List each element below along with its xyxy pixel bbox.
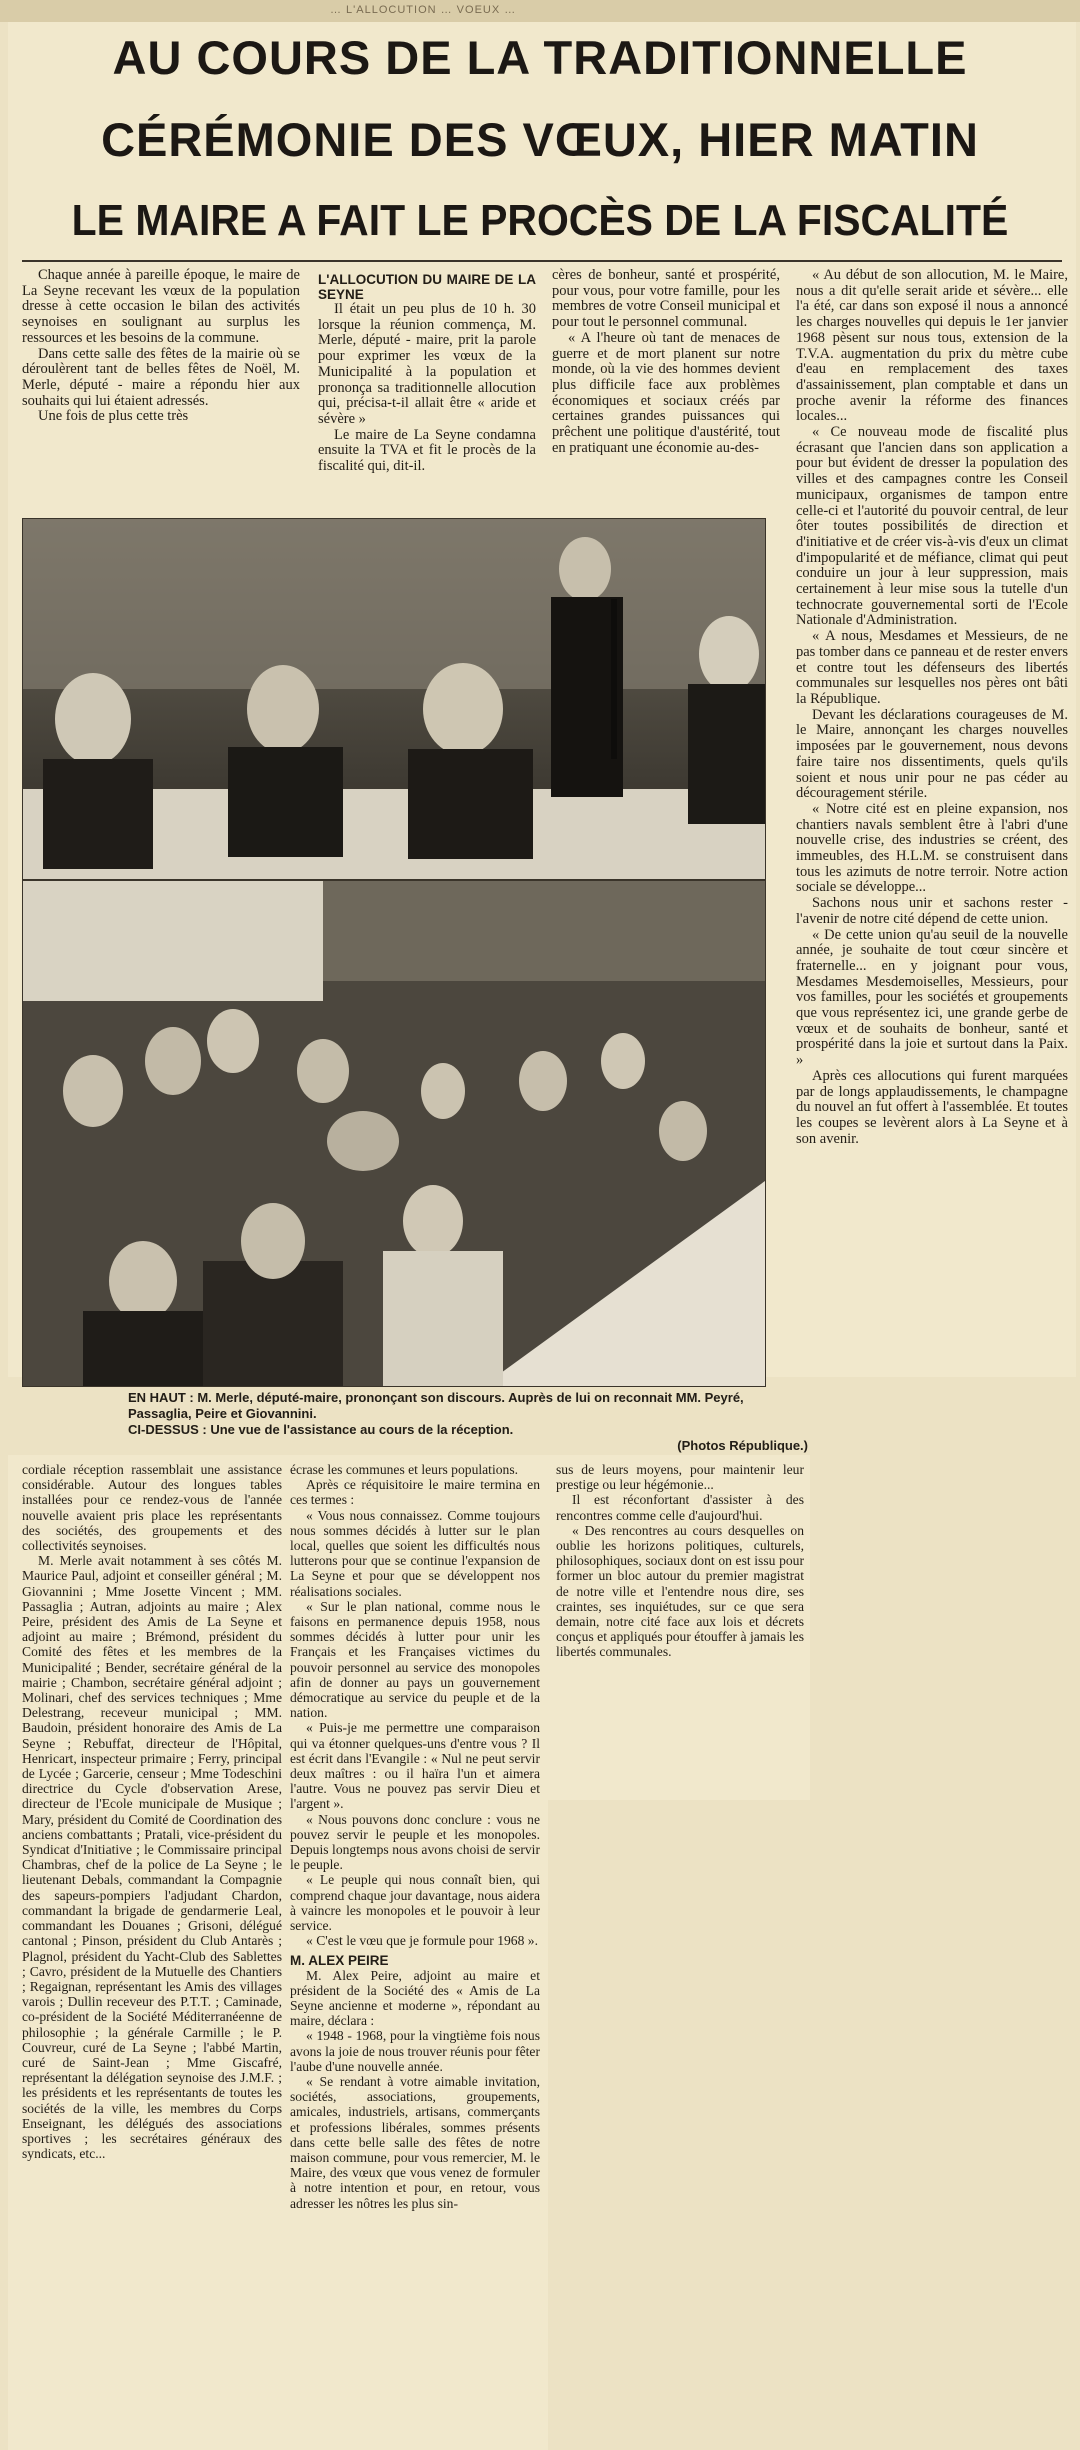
headline-line-2: CÉRÉMONIE DES VŒUX, HIER MATIN [101, 113, 979, 166]
paragraph: « Notre cité est en pleine expansion, nos chantiers navals semblent être à l'abri d'une nouvelle crise, des industries se créent, des immeubles, des H.L.M. se construisent dans tous les azimuts de notre terroir. Notre action sociale se développe... [796, 800, 1068, 896]
paragraph: Sachons nous unir et sachons rester - l'avenir de notre cité dépend de cette union. [796, 895, 1068, 927]
paragraph: Après ce réquisitoire le maire termina en ces termes : [290, 1477, 540, 1508]
headline-line-3: LE MAIRE A FAIT LE PROCÈS DE LA FISCALITÉ [71, 196, 1009, 245]
column-subhead: L'ALLOCUTION DU MAIRE DE LA SEYNE [318, 272, 536, 302]
paragraph: écrase les communes et leurs populations. [290, 1462, 519, 1477]
paragraph: « Des rencontres au cours desquelles on oublie les horizons politiques, culturels, philosophiques, sociaux dont on est issu pour former un bloc autour du premier magistrat de notre ville et l'entendre nous dire, ses craintes, ses inquiétudes, sur ce que sera demain, notre cité face aux lois et décrets conçus et appliqués pour étouffer à jamais les libertés communales. [556, 1522, 804, 1660]
paragraph: sus de leurs moyens, pour maintenir leur prestige ou leur hégémonie... [556, 1462, 804, 1493]
paragraph: « Vous nous connaissez. Comme toujours nous sommes décidés à lutter sur le plan local, quelles que soient les difficultés nous lutterons pour que se continue l'expansion de La Seyne et pour que se développent nos réalisations sociales. [290, 1507, 540, 1599]
paragraph: « Sur le plan national, comme nous le faisons en permanence depuis 1958, nous sommes décidés à lutter pour unir les Français et les Françaises victimes du pouvoir personnel au service des monopoles afin de donner au pays un gouvernement démocratique au service du peuple et de la nation. [290, 1598, 540, 1721]
paragraph: « C'est le vœu que je formule pour 1968 ». [306, 1933, 538, 1949]
paragraph: M. Alex Peire, adjoint au maire et président de la Société des « Amis de La Seyne ancienne et moderne », répondant au maire, déclara : [290, 1967, 540, 2029]
paragraph: cères de bonheur, santé et prospérité, pour vous, pour votre famille, pour les membres de votre Conseil municipal et pour tout le personnel communal. [552, 268, 780, 331]
article-column-3 [552, 268, 780, 513]
headline-line-1: AU COURS DE LA TRADITIONNELLE [112, 31, 968, 84]
lower-column-3 [556, 1462, 804, 1797]
paragraph: « Puis-je me permettre une comparaison qui va étonner quelques-uns d'entre vous ? Il est écrit dans l'Evangile : « Nul ne peut servir deux maîtres : ou il haïra l'un et aimera l'autre. Vous ne pouvez pas servir Dieu et l'argent ». [290, 1720, 540, 1812]
column-subhead: M. ALEX PEIRE [290, 1952, 389, 1968]
photo-mayor-speech-image [23, 519, 765, 879]
paragraph: « A l'heure où tant de menaces de guerre et de mort planent sur notre monde, où la vie des hommes devient plus difficile face aux problèmes économiques et sociaux créés par certaines grandes puissances qui prêchent une politique d'austérité, tout en pratiquant une économie au-des- [552, 329, 780, 456]
running-head-strip [0, 0, 1080, 22]
paragraph: Une fois de plus cette très [38, 408, 189, 425]
paragraph: Devant les déclarations courageuses de M. le Maire, annonçant les charges nouvelles imposées par le gouvernement, nous devons faire taire nos dissentiments, quels qu'ils soient et nous unir pour ne pas céder au découragement stérile. [796, 706, 1068, 802]
caption-line-2: CI-DESSUS : Une vue de l'assistance au cours de la réception. [128, 1422, 514, 1437]
article-column-1 [22, 268, 300, 513]
photo-mayor-speech [22, 518, 766, 880]
paragraph: Après ces allocutions qui furent marquées par de longs applaudissements, le champagne du nouvel an fut offert à l'assemblée. Et toutes les coupes se levèrent alors à La Seyne et à son avenir. [796, 1067, 1068, 1147]
paragraph: « De cette union qu'au seuil de la nouvelle année, je souhaite de tout cœur sincère et fraternelle... en y joignant pour vous, Mesdames Mesdemoiselles, Messieurs, pour vos familles, pour les sociétés et groupements que vous représentez ici, une grande gerbe de vœux et de souhaits de bonheur, santé et prospérité dans la joie et surtout dans la Paix. » [796, 926, 1068, 1069]
paragraph: « Au début de son allocution, M. le Maire, nous a dit qu'elle serait aride et sévère... elle l'a été, car dans son exposé il nous a annoncé les charges nouvelles qui depuis le 1er janvier 1968 pèsent sur nous tous, extension de la T.V.A. augmentation du prix du mètre cube d'eau en remplacement des taxes d'assainissement, plan comptable et dans un proche avenir la réforme des finances locales... [796, 268, 1068, 425]
caption-line-1: EN HAUT : M. Merle, député-maire, prononçant son discours. Auprès de lui on reconnait MM. Peyré, Passaglia, Peire et Giovannini. [128, 1390, 744, 1421]
article-column-4 [796, 268, 1068, 1368]
paragraph: « Se rendant à votre aimable invitation, sociétés, associations, groupements, amicales, industriels, artisans, commerçants et professions libérales, sommes présents dans cette belle salle des fêtes de notre maison commune, pour vous remercier, M. le Maire, des vœux que vous venez de formuler à notre intention et pour, en retour, vous adresser les nôtres les plus sin- [290, 2073, 540, 2211]
paragraph: « 1948 - 1968, pour la vingtième fois nous avons la joie de nous trouver réunis pour fêter l'aube d'une nouvelle année. [290, 2028, 540, 2074]
paragraph: Le maire de La Seyne condamna ensuite la TVA et fit le procès de la fiscalité qui, dit-il. [318, 426, 536, 475]
paragraph: « Le peuple qui nous connaît bien, qui comprend chaque jour davantage, nous aidera à vaincre les monopoles et le pouvoir à leur service. [290, 1872, 540, 1934]
paragraph: Il est réconfortant d'assister à des rencontres comme celle d'aujourd'hui. [556, 1492, 804, 1523]
lower-column-2 [290, 1462, 540, 2447]
paragraph: « A nous, Mesdames et Messieurs, de ne pas tomber dans ce panneau et de rester envers et contre tout les défenseurs des libertés communales sur lesquelles nos pères ont bâti la République. [796, 628, 1068, 707]
lower-column-1 [22, 1462, 282, 2447]
paragraph: Il était un peu plus de 10 h. 30 lorsque la réunion commença, M. Merle, député - maire, prit la parole pour exprimer les vœux de la Municipalité à la population et prononça sa traditionnelle allocution qui, précisa-t-il allait être « aride et sévère » [318, 301, 536, 427]
running-head: … L'ALLOCUTION … VOEUX … [330, 4, 517, 16]
photo-caption [128, 1390, 808, 1454]
caption-credit: (Photos République.) [677, 1438, 808, 1453]
paragraph: Dans cette salle des fêtes de la mairie où se déroulèrent tant de belles fêtes de Noël, M. Merle, député - maire a répondu hier aux souhaits qui lui étaient adressés. [22, 345, 300, 409]
article-column-2 [318, 268, 536, 513]
photo-audience-image [23, 881, 765, 1386]
paragraph: cordiale réception rassemblait une assistance considérable. Autour des longues tables installées pour ce rendez-vous de l'année nouvelle avaient pris place les représentants des sociétés, des groupements et des collectivités seynoises. [22, 1462, 282, 1554]
paragraph: « Ce nouveau mode de fiscalité plus écrasant que l'ancien dans son application a pour but évident de dresser la population des villes et des campagnes contre les Conseil municipaux, organismes de tampon entre celle-ci et l'autorité du pouvoir central, de leur ôter toutes possibilités de direction et d'initiative et de créer vis-à-vis d'eux un climat d'impopularité et de méfiance, climat qui peut conduire un jour à leur suppression, mais certainement à leur mise sous la tutelle d'un technocrate gouvernemental sorti de l'Ecole Nationale d'Administration. [796, 424, 1068, 629]
headline-rule [22, 260, 1062, 262]
paragraph: M. Merle avait notamment à ses côtés M. Maurice Paul, adjoint et conseiller général ; M. Giovannini ; Mme Josette Vincent ; MM. Passaglia ; Autran, adjoints au maire ; Alex Peire, président des Amis de La Seyne et adjoint au maire ; Brémond, président du Comité des fêtes et les membres de la Municipalité ; Bender, secrétaire général de la mairie ; Chambon, secrétaire général adjoint ; Molinari, chef des services techniques ; Mme Delestrang, receveur municipal ; MM. Baudoin, président honoraire des Amis de La Seyne ; Rebuffat, directeur de l'Hôpital, Henricart, inspecteur primaire ; Ferry, principal de Lycée ; Garcerie, censeur ; Mme Todeschini directrice du Cycle d'observation Arese, directeur de l'Ecole municipale de Musique ; Mary, président du Comité de Coordination des anciens combattants ; Pratali, vice-président du Syndicat d'Initiative ; le Commissaire principal Chambras, chef de la police de La Seyne ; le lieutenant Debals, commandant la Compagnie des sapeurs-pompiers l'adjudant Chardon, commandant la brigade de gendarmerie Leal, commandant les Douanes ; Grisoni, délégué cantonal ; Pinson, président du Club Antarès ; Plagnol, président du Yacht-Club des Sablettes ; Cavro, président de la Mutuelle des Chantiers ; Regaignan, représentant les Amis des villages varois ; Dullin receveur des P.T.T. ; Caminade, co-président de la Société Méditerranéenne de philosophie ; la générale Carmille ; le P. Couvreur, curé de La Seyne ; l'abbé Martin, curé de Saint-Jean ; Mme Giscafré, représentant la délégation seynoise des J.M.F. ; les présidents et les représentants de toutes les sociétés de la ville, les membres du Corps Enseignant, les délégués des associations sportives ; les secrétaires généraux des syndicats, etc... [22, 1553, 282, 2162]
photo-audience [22, 880, 766, 1387]
paragraph: Chaque année à pareille époque, le maire de La Seyne recevant les vœux de la population dresse à cette occasion le bilan des activités seynoises en soulignant au surplus les ressources et les besoins de la commune. [22, 268, 300, 346]
paragraph: « Nous pouvons donc conclure : vous ne pouvez servir le peuple et les monopoles. Depuis longtemps nous avons choisi de servir le peuple. [290, 1811, 540, 1873]
